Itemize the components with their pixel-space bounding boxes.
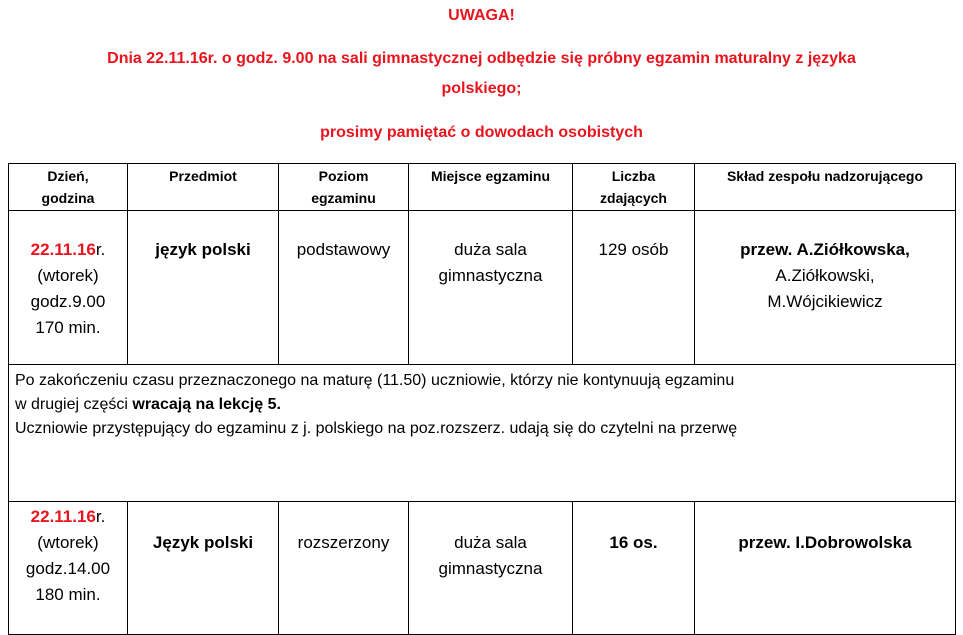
exam-date-suffix: r. xyxy=(95,240,106,259)
exam-date: 22.11.16 xyxy=(30,240,96,259)
exam-time: godz.9.00 xyxy=(30,292,106,311)
exam-day: (wtorek) xyxy=(37,533,99,552)
header-level: Poziom egzaminu xyxy=(279,164,409,211)
header-day-time: Dzień, godzina xyxy=(9,164,128,211)
place-line-1: duża sala xyxy=(454,533,527,552)
cell-team xyxy=(695,211,956,365)
notice-line-3: prosimy pamiętać o dowodach osobistych xyxy=(320,124,643,141)
place-line-2: gimnastyczna xyxy=(438,559,543,578)
team-lead: przew. A.Ziółkowska, xyxy=(740,240,910,259)
place-line-1: duża sala xyxy=(454,240,527,259)
cell-subject: język polski xyxy=(128,211,279,365)
notice-line-1: Dnia 22.11.16r. o godz. 9.00 na sali gimnastycznej odbędzie się próbny egzamin maturalny z języka xyxy=(107,50,856,67)
table-note-row xyxy=(9,365,956,502)
date-line xyxy=(9,237,127,263)
exam-time: godz.14.00 xyxy=(25,559,111,578)
table-row xyxy=(9,502,956,635)
note-cell xyxy=(9,365,956,502)
notice-line-2: polskiego; xyxy=(441,80,522,97)
team-member: A.Ziółkowski, xyxy=(775,266,875,285)
cell-count: 16 os. xyxy=(573,502,695,635)
header-team: Skład zespołu nadzorującego xyxy=(695,164,956,211)
note-line-2-bold: wracają na lekcję 5. xyxy=(132,396,281,413)
header-subject: Przedmiot xyxy=(128,164,279,211)
cell-level: podstawowy xyxy=(279,211,409,365)
team-member: M.Wójcikiewicz xyxy=(767,292,883,311)
cell-subject: Język polski xyxy=(128,502,279,635)
exam-date: 22.11.16 xyxy=(30,507,96,526)
cell-day-time xyxy=(9,502,128,635)
exam-schedule-table xyxy=(8,163,956,635)
header-count: Liczba zdających xyxy=(573,164,695,211)
note-line-3: Uczniowie przystępujący do egzaminu z j. polskiego na poz.rozszerz. udają się do czytelni na przerwę xyxy=(15,420,738,437)
table-header-row xyxy=(9,164,956,211)
cell-level: rozszerzony xyxy=(279,502,409,635)
exam-date-suffix: r. xyxy=(95,507,106,526)
cell-day-time xyxy=(9,211,128,365)
date-line xyxy=(9,504,127,530)
place-line-2: gimnastyczna xyxy=(438,266,543,285)
notice-title: UWAGA! xyxy=(448,7,515,24)
cell-team: przew. I.Dobrowolska xyxy=(695,502,956,635)
cell-count: 129 osób xyxy=(573,211,695,365)
cell-place xyxy=(409,502,573,635)
exam-duration: 170 min. xyxy=(35,318,101,337)
exam-day: (wtorek) xyxy=(37,266,99,285)
cell-place xyxy=(409,211,573,365)
exam-duration: 180 min. xyxy=(35,585,101,604)
header-place: Miejsce egzaminu xyxy=(409,164,573,211)
note-line-2 xyxy=(15,393,955,417)
table-row xyxy=(9,211,956,365)
note-line-1: Po zakończeniu czasu przeznaczonego na maturę (11.50) uczniowie, którzy nie kontynuują egzaminu xyxy=(15,372,735,389)
note-line-2-prefix: w drugiej części xyxy=(15,396,133,413)
